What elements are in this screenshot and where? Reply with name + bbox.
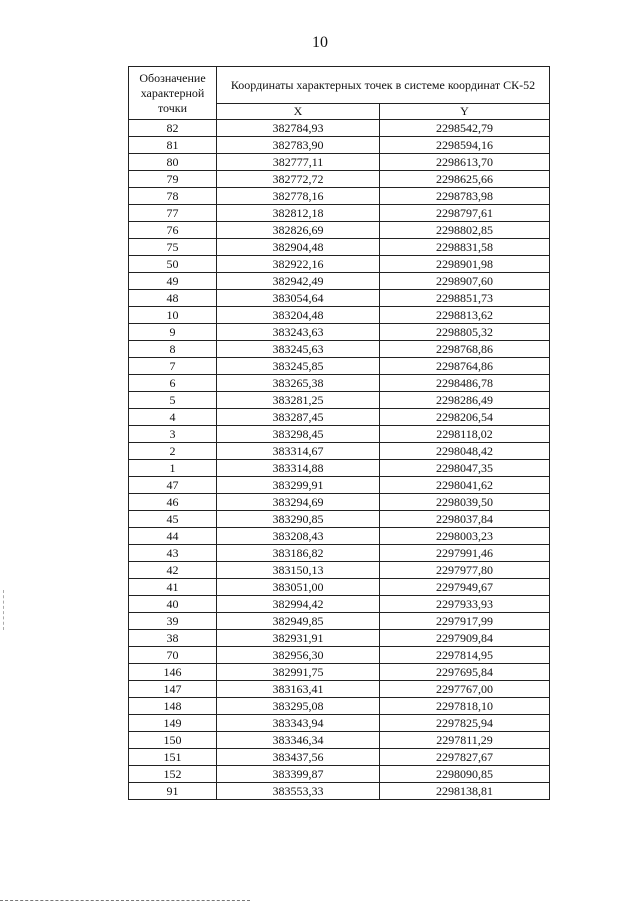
cell-point-id: 5: [129, 392, 217, 409]
cell-point-id: 1: [129, 460, 217, 477]
cell-point-id: 2: [129, 443, 217, 460]
cell-y: 2297917,99: [380, 613, 550, 630]
cell-x: 383243,63: [217, 324, 380, 341]
table-row: [129, 273, 550, 290]
cell-y: 2298797,61: [380, 205, 550, 222]
table-row: [129, 494, 550, 511]
cell-x: 383299,91: [217, 477, 380, 494]
table-row: [129, 715, 550, 732]
table-row: [129, 443, 550, 460]
table-row: [129, 596, 550, 613]
cell-y: 2298907,60: [380, 273, 550, 290]
table-row: [129, 783, 550, 800]
cell-y: 2298090,85: [380, 766, 550, 783]
cell-x: 383245,63: [217, 341, 380, 358]
cell-y: 2298802,85: [380, 222, 550, 239]
table-row: [129, 341, 550, 358]
cell-x: 382956,30: [217, 647, 380, 664]
cell-y: 2298039,50: [380, 494, 550, 511]
cell-point-id: 3: [129, 426, 217, 443]
cell-x: 383437,56: [217, 749, 380, 766]
cell-y: 2298047,35: [380, 460, 550, 477]
table-row: [129, 171, 550, 188]
cell-x: 382931,91: [217, 630, 380, 647]
cell-y: 2298118,02: [380, 426, 550, 443]
table-row: [129, 681, 550, 698]
cell-y: 2298542,79: [380, 120, 550, 137]
cell-point-id: 150: [129, 732, 217, 749]
cell-point-id: 48: [129, 290, 217, 307]
cell-point-id: 78: [129, 188, 217, 205]
cell-y: 2298805,32: [380, 324, 550, 341]
cell-point-id: 76: [129, 222, 217, 239]
cell-y: 2297933,93: [380, 596, 550, 613]
table-row: [129, 579, 550, 596]
cell-x: 383314,67: [217, 443, 380, 460]
cell-y: 2298206,54: [380, 409, 550, 426]
cell-y: 2298286,49: [380, 392, 550, 409]
cell-point-id: 39: [129, 613, 217, 630]
cell-x: 383343,94: [217, 715, 380, 732]
table-row: [129, 732, 550, 749]
table-row: [129, 766, 550, 783]
cell-point-id: 42: [129, 562, 217, 579]
cell-point-id: 38: [129, 630, 217, 647]
table-row: [129, 307, 550, 324]
cell-point-id: 49: [129, 273, 217, 290]
table-row: [129, 256, 550, 273]
cell-point-id: 47: [129, 477, 217, 494]
table-row: [129, 222, 550, 239]
cell-point-id: 149: [129, 715, 217, 732]
cell-x: 383163,41: [217, 681, 380, 698]
cell-y: 2297909,84: [380, 630, 550, 647]
cell-point-id: 9: [129, 324, 217, 341]
table-row: [129, 409, 550, 426]
table-row: [129, 290, 550, 307]
cell-point-id: 82: [129, 120, 217, 137]
cell-x: 383314,88: [217, 460, 380, 477]
cell-x: 383346,34: [217, 732, 380, 749]
cell-x: 382922,16: [217, 256, 380, 273]
cell-point-id: 40: [129, 596, 217, 613]
table-row: [129, 664, 550, 681]
table-row: [129, 630, 550, 647]
cell-point-id: 147: [129, 681, 217, 698]
cell-point-id: 80: [129, 154, 217, 171]
cell-y: 2298613,70: [380, 154, 550, 171]
table-row: [129, 324, 550, 341]
cell-point-id: 152: [129, 766, 217, 783]
cell-point-id: 70: [129, 647, 217, 664]
cell-y: 2297827,67: [380, 749, 550, 766]
scan-bottom-marks: [0, 900, 250, 903]
cell-point-id: 7: [129, 358, 217, 375]
cell-x: 383150,13: [217, 562, 380, 579]
cell-x: 382826,69: [217, 222, 380, 239]
cell-point-id: 43: [129, 545, 217, 562]
cell-y: 2298901,98: [380, 256, 550, 273]
cell-x: 383287,45: [217, 409, 380, 426]
cell-y: 2298768,86: [380, 341, 550, 358]
table-row: [129, 647, 550, 664]
cell-y: 2298851,73: [380, 290, 550, 307]
cell-x: 383204,48: [217, 307, 380, 324]
table-row: [129, 154, 550, 171]
cell-x: 382777,11: [217, 154, 380, 171]
cell-x: 383051,00: [217, 579, 380, 596]
cell-x: 383265,38: [217, 375, 380, 392]
table-row: [129, 749, 550, 766]
cell-point-id: 91: [129, 783, 217, 800]
header-x: X: [217, 104, 380, 120]
cell-y: 2298048,42: [380, 443, 550, 460]
cell-y: 2298764,86: [380, 358, 550, 375]
cell-y: 2297991,46: [380, 545, 550, 562]
cell-x: 382772,72: [217, 171, 380, 188]
cell-x: 383245,85: [217, 358, 380, 375]
cell-x: 382812,18: [217, 205, 380, 222]
cell-x: 383294,69: [217, 494, 380, 511]
cell-point-id: 77: [129, 205, 217, 222]
table-row: [129, 511, 550, 528]
cell-point-id: 75: [129, 239, 217, 256]
table-row: [129, 375, 550, 392]
cell-y: 2297811,29: [380, 732, 550, 749]
cell-x: 382904,48: [217, 239, 380, 256]
cell-y: 2298831,58: [380, 239, 550, 256]
table-row: [129, 477, 550, 494]
table-row: [129, 545, 550, 562]
cell-y: 2298138,81: [380, 783, 550, 800]
cell-y: 2298625,66: [380, 171, 550, 188]
cell-point-id: 4: [129, 409, 217, 426]
table-row: [129, 698, 550, 715]
table-row: [129, 137, 550, 154]
cell-point-id: 146: [129, 664, 217, 681]
coordinates-table: [128, 66, 550, 800]
header-coordinates: Координаты характерных точек в системе координат СК-52: [217, 67, 550, 104]
cell-x: 383290,85: [217, 511, 380, 528]
table-row: [129, 239, 550, 256]
cell-point-id: 8: [129, 341, 217, 358]
cell-y: 2297977,80: [380, 562, 550, 579]
cell-x: 382942,49: [217, 273, 380, 290]
cell-point-id: 81: [129, 137, 217, 154]
cell-y: 2297695,84: [380, 664, 550, 681]
table-row: [129, 613, 550, 630]
cell-x: 383553,33: [217, 783, 380, 800]
cell-x: 382994,42: [217, 596, 380, 613]
cell-x: 383186,82: [217, 545, 380, 562]
cell-point-id: 50: [129, 256, 217, 273]
cell-point-id: 41: [129, 579, 217, 596]
cell-point-id: 10: [129, 307, 217, 324]
table-row: [129, 120, 550, 137]
cell-point-id: 151: [129, 749, 217, 766]
header-y: Y: [380, 104, 550, 120]
cell-x: 383281,25: [217, 392, 380, 409]
cell-y: 2298486,78: [380, 375, 550, 392]
cell-y: 2297825,94: [380, 715, 550, 732]
table-row: [129, 205, 550, 222]
cell-y: 2298813,62: [380, 307, 550, 324]
cell-y: 2298037,84: [380, 511, 550, 528]
cell-x: 383399,87: [217, 766, 380, 783]
cell-y: 2298003,23: [380, 528, 550, 545]
table-row: [129, 358, 550, 375]
cell-point-id: 148: [129, 698, 217, 715]
cell-y: 2297949,67: [380, 579, 550, 596]
cell-y: 2297814,95: [380, 647, 550, 664]
cell-y: 2297818,10: [380, 698, 550, 715]
page-number: 10: [312, 34, 328, 51]
cell-x: 383054,64: [217, 290, 380, 307]
table-body: [129, 120, 550, 800]
cell-x: 382784,93: [217, 120, 380, 137]
table-row: [129, 188, 550, 205]
cell-point-id: 6: [129, 375, 217, 392]
scan-edge-mark: [3, 590, 5, 630]
cell-x: 382991,75: [217, 664, 380, 681]
table-row: [129, 392, 550, 409]
cell-y: 2298041,62: [380, 477, 550, 494]
cell-x: 382949,85: [217, 613, 380, 630]
cell-x: 382783,90: [217, 137, 380, 154]
cell-y: 2297767,00: [380, 681, 550, 698]
table-row: [129, 528, 550, 545]
cell-point-id: 46: [129, 494, 217, 511]
table-row: [129, 426, 550, 443]
cell-point-id: 45: [129, 511, 217, 528]
table-row: [129, 562, 550, 579]
table-header: [129, 67, 550, 120]
cell-x: 383208,43: [217, 528, 380, 545]
cell-y: 2298783,98: [380, 188, 550, 205]
cell-x: 383298,45: [217, 426, 380, 443]
cell-point-id: 79: [129, 171, 217, 188]
cell-point-id: 44: [129, 528, 217, 545]
table-row: [129, 460, 550, 477]
cell-x: 382778,16: [217, 188, 380, 205]
cell-x: 383295,08: [217, 698, 380, 715]
cell-y: 2298594,16: [380, 137, 550, 154]
header-designation: Обозначение характерной точки: [129, 67, 217, 120]
